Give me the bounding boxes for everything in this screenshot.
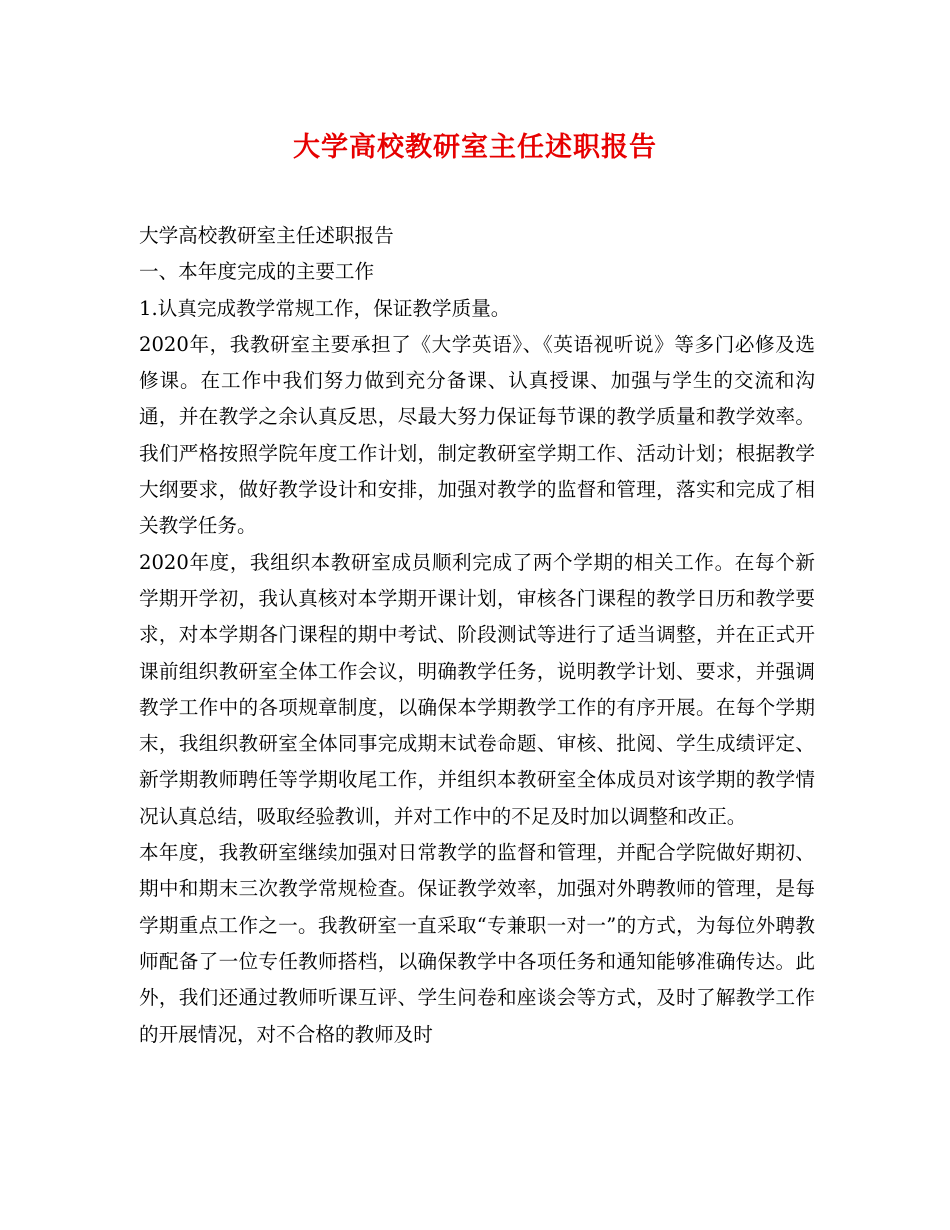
body-paragraph: 2020年，我教研室主要承担了《大学英语》、《英语视听说》等多门必修及选修课。在工作中我们努力做到充分备课、认真授课、加强与学生的交流和沟通，并在教学之余认真反思，尽最大努力保证每节课的教学质量和教学效率。我们严格按照学院年度工作计划，制定教研室学期工作、活动计划；根据教学大纲要求，做好教学设计和安排，加强对教学的监督和管理，落实和完成了相关教学任务。 xyxy=(139,332,815,538)
body-paragraph: 2020年度，我组织本教研室成员顺利完成了两个学期的相关工作。在每个新学期开学初，我认真核对本学期开课计划，审核各门课程的教学日历和教学要求，对本学期各门课程的期中考试、阶段测试等进行了适当调整，并在正式开课前组织教研室全体工作会议，明确教学任务，说明教学计划、要求，并强调教学工作中的各项规章制度，以确保本学期教学工作的有序开展。在每个学期末，我组织教研室全体同事完成期末试卷命题、审核、批阅、学生成绩评定、新学期教师聘任等学期收尾工作，并组织本教研室全体成员对该学期的教学情况认真总结，吸取经验教训，并对工作中的不足及时加以调整和改正。 xyxy=(139,550,815,828)
body-paragraph: 本年度，我教研室继续加强对日常教学的监督和管理，并配合学院做好期初、期中和期末三次教学常规检查。保证教学效率，加强对外聘教师的管理，是每学期重点工作之一。我教研室一直采取“专兼职一对一”的方式，为每位外聘教师配备了一位专任教师搭档，以确保教学中各项任务和通知能够准确传达。此外，我们还通过教师听课互评、学生问卷和座谈会等方式，及时了解教学工作的开展情况，对不合格的教师及时 xyxy=(139,841,815,1046)
section-heading: 一、本年度完成的主要工作 xyxy=(139,260,375,284)
document-body xyxy=(139,218,815,1053)
subtitle-paragraph: 大学高校教研室主任述职报告 xyxy=(139,224,394,247)
document-title: 大学高校教研室主任述职报告 xyxy=(293,132,657,163)
subsection-heading: 1.认真完成教学常规工作，保证教学质量。 xyxy=(139,296,511,320)
